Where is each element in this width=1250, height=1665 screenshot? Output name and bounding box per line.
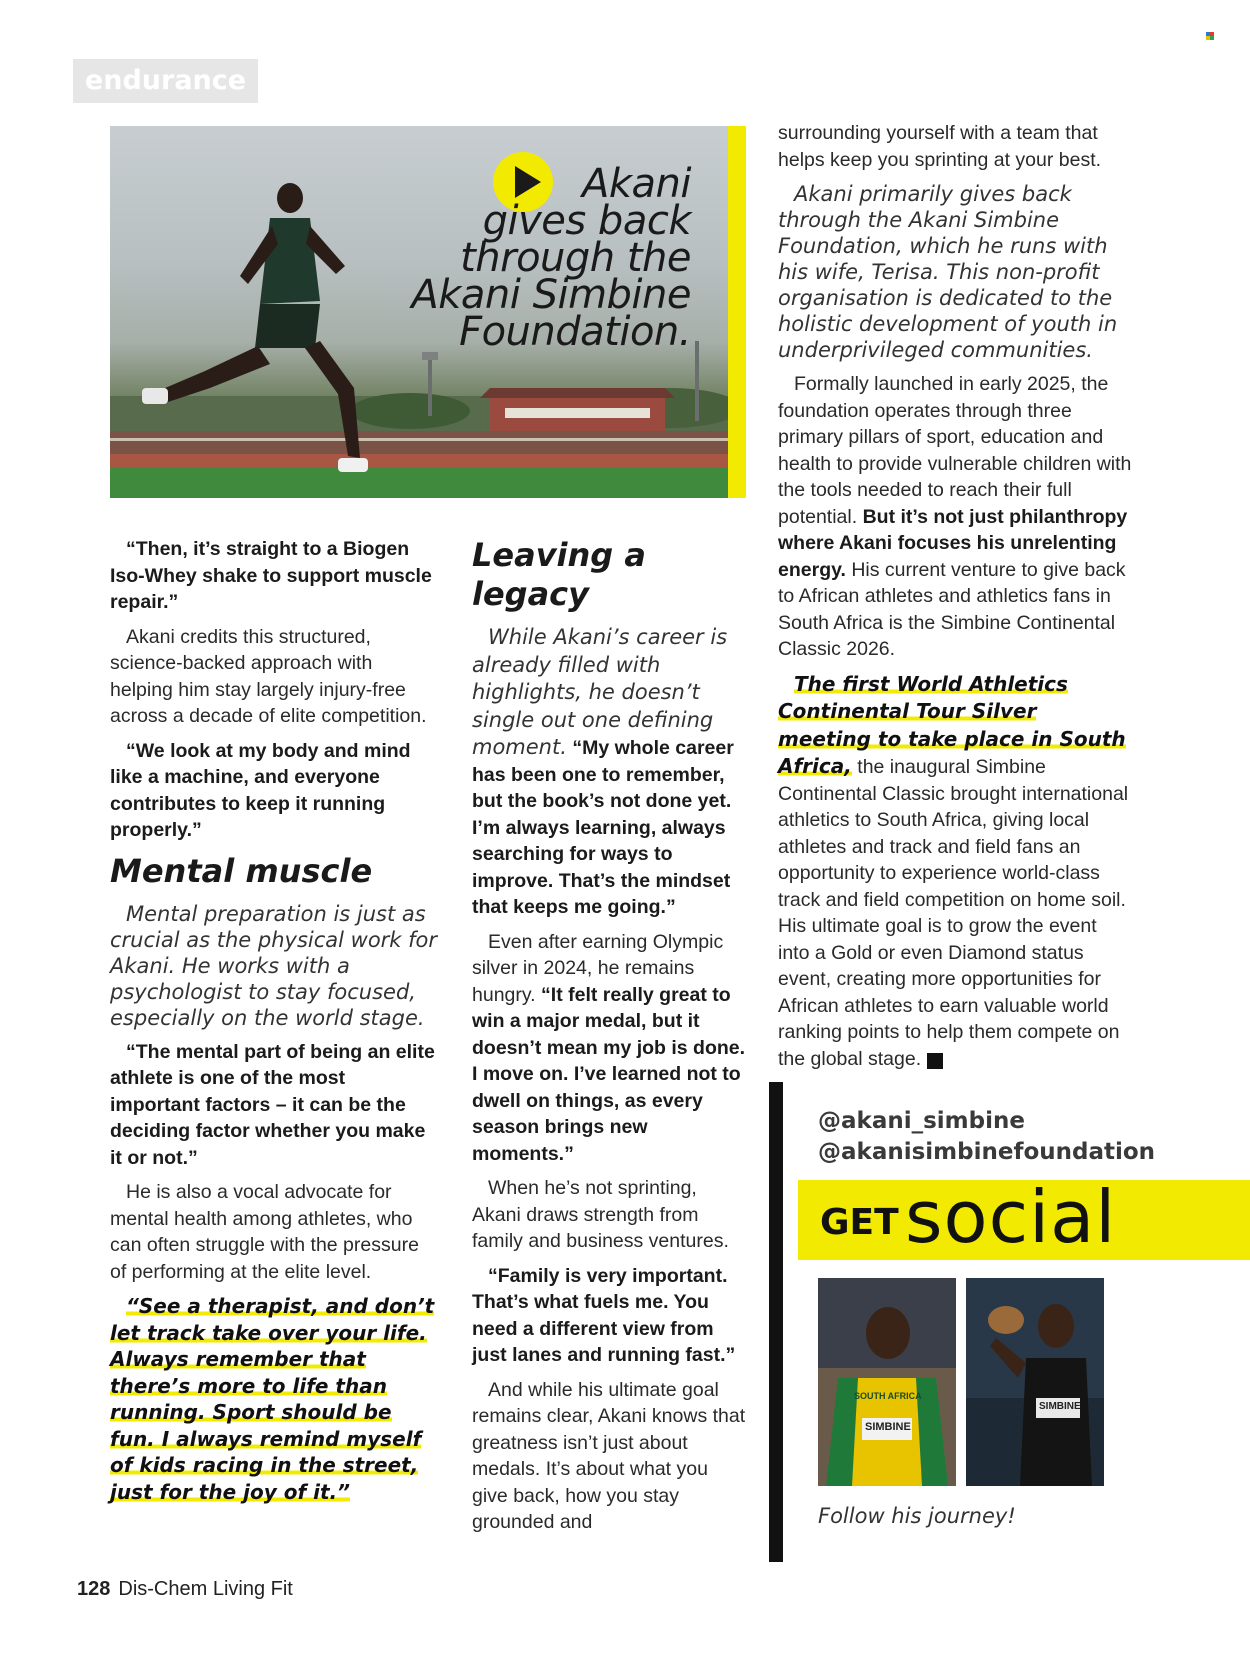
paragraph-continental-classic bbox=[778, 671, 1133, 1073]
social-handle-athlete[interactable]: @akani_simbine bbox=[818, 1108, 1025, 1134]
column-3 bbox=[778, 120, 1133, 1080]
hero-headline-line: Foundation. bbox=[459, 309, 691, 355]
hero-headline-line: Akani bbox=[581, 161, 691, 207]
quote-machine: “We look at my body and mind like a machine, and everyone contributes to keep it running properly.” bbox=[110, 739, 411, 841]
highlight-text: “See a therapist, and don’t let track take over your life. Always remember that there’s more to life than running. Sport should be fun. I always remind myself of kids racing in the street, just for the joy of it.” bbox=[110, 1294, 435, 1504]
text-pillars: Formally launched in early 2025, the foundation operates through three primary pillars of sport, education and health to provide vulnerable children with the tools needed to reach their full potential. bbox=[778, 373, 1132, 528]
highlight-quote-therapist bbox=[110, 1293, 440, 1505]
heading-leaving-a-legacy: Leaving a legacy bbox=[472, 536, 646, 613]
quote-family: “Family is very important. That’s what fuels me. You need a different view from just lanes and running fast.” bbox=[472, 1264, 736, 1366]
lead-mental-preparation: Mental preparation is just as crucial as the physical work for Akani. He works with a psychologist to stay focused, especially on the world stage. bbox=[110, 901, 438, 1030]
quote-recovery: “Then, it’s straight to a Biogen Iso-Whey shake to support muscle repair.” bbox=[110, 538, 432, 613]
paragraph-family: When he’s not sprinting, Akani draws strength from family and business ventures. bbox=[472, 1177, 729, 1252]
lead-foundation: Akani primarily gives back through the Akani Simbine Foundation, which he runs with his wife, Terisa. This non-profit organisation is dedicated to the holistic development of youth in underprivileged communities. bbox=[778, 182, 1118, 362]
social-black-bar bbox=[769, 1082, 783, 1562]
photo1-bib: SIMBINE bbox=[865, 1421, 911, 1433]
quote-major-medal: “It felt really great to win a major medal, but it doesn’t mean my job is done. I move on. I’ve learned not to dwell on things, as every season brings new moments.” bbox=[472, 983, 746, 1165]
paragraph-advocate: He is also a vocal advocate for mental health among athletes, who can often struggle with the pressure of performing at the elite level. bbox=[110, 1181, 419, 1283]
hero-headline bbox=[331, 161, 691, 355]
social-handle-foundation[interactable]: @akanisimbinefoundation bbox=[818, 1139, 1156, 1165]
get-social-get: GET bbox=[820, 1202, 899, 1243]
photo2-bib: SIMBINE bbox=[1039, 1401, 1081, 1412]
get-social-social: social bbox=[905, 1175, 1117, 1259]
text-philanthropy: But it’s not just philanthropy where Akani focuses his unrelenting energy. bbox=[778, 505, 1128, 581]
hero-headline-line: through the bbox=[460, 235, 691, 281]
hero-headline-line: Akani Simbine bbox=[411, 272, 691, 318]
paragraph-career bbox=[472, 624, 747, 921]
hero-headline-line: gives back bbox=[482, 198, 691, 244]
quote-whole-career: “My whole career has been one to remember, but the book’s not done yet. I’m always learning, always searching for ways to improve. That’s the mindset that keeps me going.” bbox=[472, 737, 734, 918]
paragraph-team: surrounding yourself with a team that helps keep you sprinting at your best. bbox=[778, 122, 1102, 171]
paragraph-pillars bbox=[778, 371, 1133, 663]
page-number: 128 bbox=[77, 1578, 111, 1600]
column-1 bbox=[110, 536, 440, 1513]
quote-mental-part: “The mental part of being an elite athlete is one of the most important factors – it can be the deciding factor whether you make it or not.” bbox=[110, 1040, 435, 1169]
photo-olympic-sprint bbox=[818, 1278, 956, 1486]
magazine-name: Dis-Chem Living Fit bbox=[118, 1578, 293, 1600]
lead-career: While Akani’s career is already filled with highlights, he doesn’t single out one defining moment. bbox=[472, 625, 728, 759]
highlight-world-athletics: The first World Athletics Continental Tour Silver meeting to take place in South Africa, bbox=[778, 671, 1126, 778]
follow-caption: Follow his journey! bbox=[818, 1504, 1016, 1528]
hero-accent-bar bbox=[728, 126, 746, 498]
column-2 bbox=[472, 536, 747, 1544]
text-venture: His current venture to give back to African athletes and athletics fans in South Africa is the Simbine Continental Classic 2026. bbox=[778, 558, 1126, 660]
paragraph-ultimate-goal: And while his ultimate goal remains clear, Akani knows that greatness isn’t just about medals. It’s about what you give back, how you stay grounded and bbox=[472, 1378, 746, 1533]
page-footer bbox=[77, 1578, 293, 1601]
heading-mental-muscle: Mental muscle bbox=[110, 851, 373, 890]
text-continental-classic: the inaugural Simbine Continental Classic brought international athletics to South Africa, giving local athletes and track and field fans an opportunity to experience world-class track and field competition on home soil. His ultimate goal is to grow the event into a Gold or even Diamond status event, creating more opportunities for African athletes to earn valuable world ranking points to help them compete on the global stage. bbox=[778, 756, 1129, 1070]
corner-logo-icon bbox=[1206, 32, 1214, 40]
photo-celebration bbox=[966, 1278, 1104, 1486]
section-tag: endurance bbox=[73, 59, 258, 103]
paragraph-injury-free: Akani credits this structured, science-backed approach with helping him stay largely injury-free across a decade of elite competition. bbox=[110, 625, 427, 727]
photo1-kit: SOUTH AFRICA bbox=[854, 1391, 922, 1401]
paragraph-olympic bbox=[472, 929, 747, 1168]
lf-end-badge-icon: LF bbox=[927, 1053, 943, 1069]
text-olympic-silver: Even after earning Olympic silver in 2024, he remains hungry. bbox=[472, 930, 724, 1006]
